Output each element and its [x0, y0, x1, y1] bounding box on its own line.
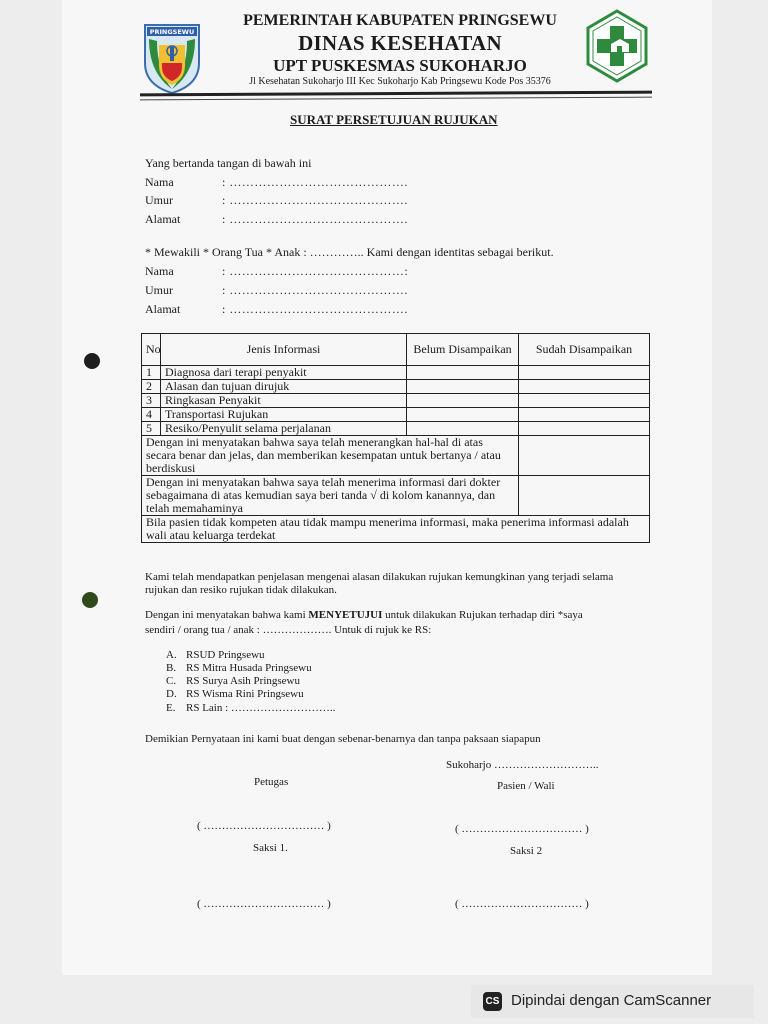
document-title: SURAT PERSETUJUAN RUJUKAN	[290, 112, 498, 127]
intro-text: Yang bertanda tangan di bawah ini	[145, 156, 312, 170]
signature-line-petugas: ( …………………………… )	[197, 820, 331, 832]
table-row	[142, 394, 650, 408]
table-row	[142, 366, 650, 380]
col-header-sudah: Sudah Disampaikan	[519, 334, 650, 366]
row-number: 3	[142, 394, 161, 408]
hospital-letter: D.	[166, 688, 177, 700]
patient-age-label: Umur	[145, 283, 173, 297]
consent-agree-word: MENYETUJUI	[308, 609, 383, 621]
consent-text-b: untuk dilakukan Rujukan terhadap diri *saya	[385, 609, 583, 621]
camscanner-text: Dipindai dengan CamScanner	[511, 992, 712, 1009]
signature-label-saksi2: Saksi 2	[510, 845, 543, 857]
table-header-row	[142, 334, 650, 366]
statement-row	[142, 436, 650, 476]
sudah-checkbox-cell[interactable]	[519, 394, 650, 408]
col-header-jenis: Jenis Informasi	[161, 334, 407, 366]
punch-hole-top	[84, 353, 100, 369]
health-cross-logo	[584, 8, 650, 84]
signature-label-pasien: Pasien / Wali	[497, 780, 555, 792]
hospital-letter: E.	[166, 702, 176, 714]
signature-line-saksi2: ( …………………………… )	[455, 898, 589, 910]
sudah-checkbox-cell[interactable]	[519, 422, 650, 436]
camscanner-icon: CS	[483, 992, 502, 1011]
statement-explained: Dengan ini menyatakan bahwa saya telah menerangkan hal-hal di atas secara benar dan jelas, dan memberikan kesempatan untuk bertanya / atau berdiskusi	[142, 436, 519, 476]
signer-address-label: Alamat	[145, 212, 181, 226]
belum-checkbox-cell[interactable]	[407, 422, 519, 436]
consent-line-1	[145, 609, 583, 621]
place-date-field: Sukoharjo ………………………..	[446, 759, 599, 771]
hospital-letter: B.	[166, 662, 177, 674]
represent-line: * Mewakili * Orang Tua * Anak : ………….. Kami dengan identitas sebagai berikut.	[145, 245, 554, 259]
consent-text-a: Dengan ini menyatakan bahwa kami	[145, 609, 306, 621]
punch-hole-bottom	[82, 592, 98, 608]
signer-address-field: : …………………………………….	[222, 212, 408, 226]
belum-checkbox-cell[interactable]	[407, 408, 519, 422]
table-row	[142, 408, 650, 422]
signer-age-field: : …………………………………….	[222, 193, 408, 207]
row-info: Ringkasan Penyakit	[161, 394, 407, 408]
pringsewu-crest-logo	[143, 23, 201, 95]
header-department: DINAS KESEHATAN	[298, 31, 502, 55]
signer-name-label: Nama	[145, 175, 174, 189]
row-info: Diagnosa dari terapi penyakit	[161, 366, 407, 380]
patient-name-field: : ……………………………………:	[222, 264, 409, 278]
statement-received-check-cell[interactable]	[519, 476, 650, 516]
sudah-checkbox-cell[interactable]	[519, 366, 650, 380]
hospital-option[interactable]: RS Mitra Husada Pringsewu	[186, 662, 312, 674]
sudah-checkbox-cell[interactable]	[519, 408, 650, 422]
table-row	[142, 422, 650, 436]
information-table	[141, 333, 650, 543]
patient-name-label: Nama	[145, 264, 174, 278]
col-header-no: No	[142, 334, 161, 366]
header-puskesmas: UPT PUSKESMAS SUKOHARJO	[273, 56, 527, 75]
hospital-option[interactable]: RS Wisma Rini Pringsewu	[186, 688, 304, 700]
hospital-option[interactable]: RSUD Pringsewu	[186, 649, 265, 661]
signature-line-pasien: ( …………………………… )	[455, 823, 589, 835]
statement-row	[142, 516, 650, 543]
table-row	[142, 380, 650, 394]
row-number: 2	[142, 380, 161, 394]
patient-address-field: : …………………………………….	[222, 302, 408, 316]
statement-guardian: Bila pasien tidak kompeten atau tidak mampu menerima informasi, maka penerima informasi adalah wali atau keluarga terdekat	[142, 516, 650, 543]
row-number: 5	[142, 422, 161, 436]
row-info: Resiko/Penyulit selama perjalanan	[161, 422, 407, 436]
statement-row	[142, 476, 650, 516]
patient-address-label: Alamat	[145, 302, 181, 316]
patient-age-field: : …………………………………….	[222, 283, 408, 297]
hospital-option[interactable]: RS Lain : ………………………..	[186, 702, 336, 714]
col-header-belum: Belum Disampaikan	[407, 334, 519, 366]
svg-text:PRINGSEWU: PRINGSEWU	[149, 28, 195, 36]
row-number: 1	[142, 366, 161, 380]
signature-label-saksi1: Saksi 1.	[253, 842, 288, 854]
sudah-checkbox-cell[interactable]	[519, 380, 650, 394]
header-address: Jl Kesehatan Sukoharjo III Kec Sukoharjo Kab Pringsewu Kode Pos 35376	[249, 76, 551, 87]
statement-explained-check-cell[interactable]	[519, 436, 650, 476]
signature-label-petugas: Petugas	[254, 776, 289, 788]
explanation-line-1: Kami telah mendapatkan penjelasan mengenai alasan dilakukan rujukan kemungkinan yang terjadi selama	[145, 571, 614, 583]
closing-statement: Demikian Pernyataan ini kami buat dengan sebenar-benarnya dan tanpa paksaan siapapun	[145, 733, 541, 745]
statement-received: Dengan ini menyatakan bahwa saya telah menerima informasi dari dokter sebagaimana di atas kemudian saya beri tanda √ di kolom kanannya, dan telah memahaminya	[142, 476, 519, 516]
hospital-letter: A.	[166, 649, 177, 661]
belum-checkbox-cell[interactable]	[407, 380, 519, 394]
signature-line-saksi1: ( …………………………… )	[197, 898, 331, 910]
consent-line-2: sendiri / orang tua / anak : ………………. Untuk di rujuk ke RS:	[145, 624, 432, 636]
header-government: PEMERINTAH KABUPATEN PRINGSEWU	[243, 12, 557, 29]
belum-checkbox-cell[interactable]	[407, 394, 519, 408]
row-number: 4	[142, 408, 161, 422]
hospital-option[interactable]: RS Surya Asih Pringsewu	[186, 675, 300, 687]
explanation-line-2: rujukan dan resiko rujukan tidak dilakukan.	[145, 584, 337, 596]
row-info: Alasan dan tujuan dirujuk	[161, 380, 407, 394]
belum-checkbox-cell[interactable]	[407, 366, 519, 380]
row-info: Transportasi Rujukan	[161, 408, 407, 422]
signer-age-label: Umur	[145, 193, 173, 207]
hospital-letter: C.	[166, 675, 177, 687]
camscanner-badge	[471, 985, 754, 1018]
signer-name-field: : …………………………………….	[222, 175, 408, 189]
